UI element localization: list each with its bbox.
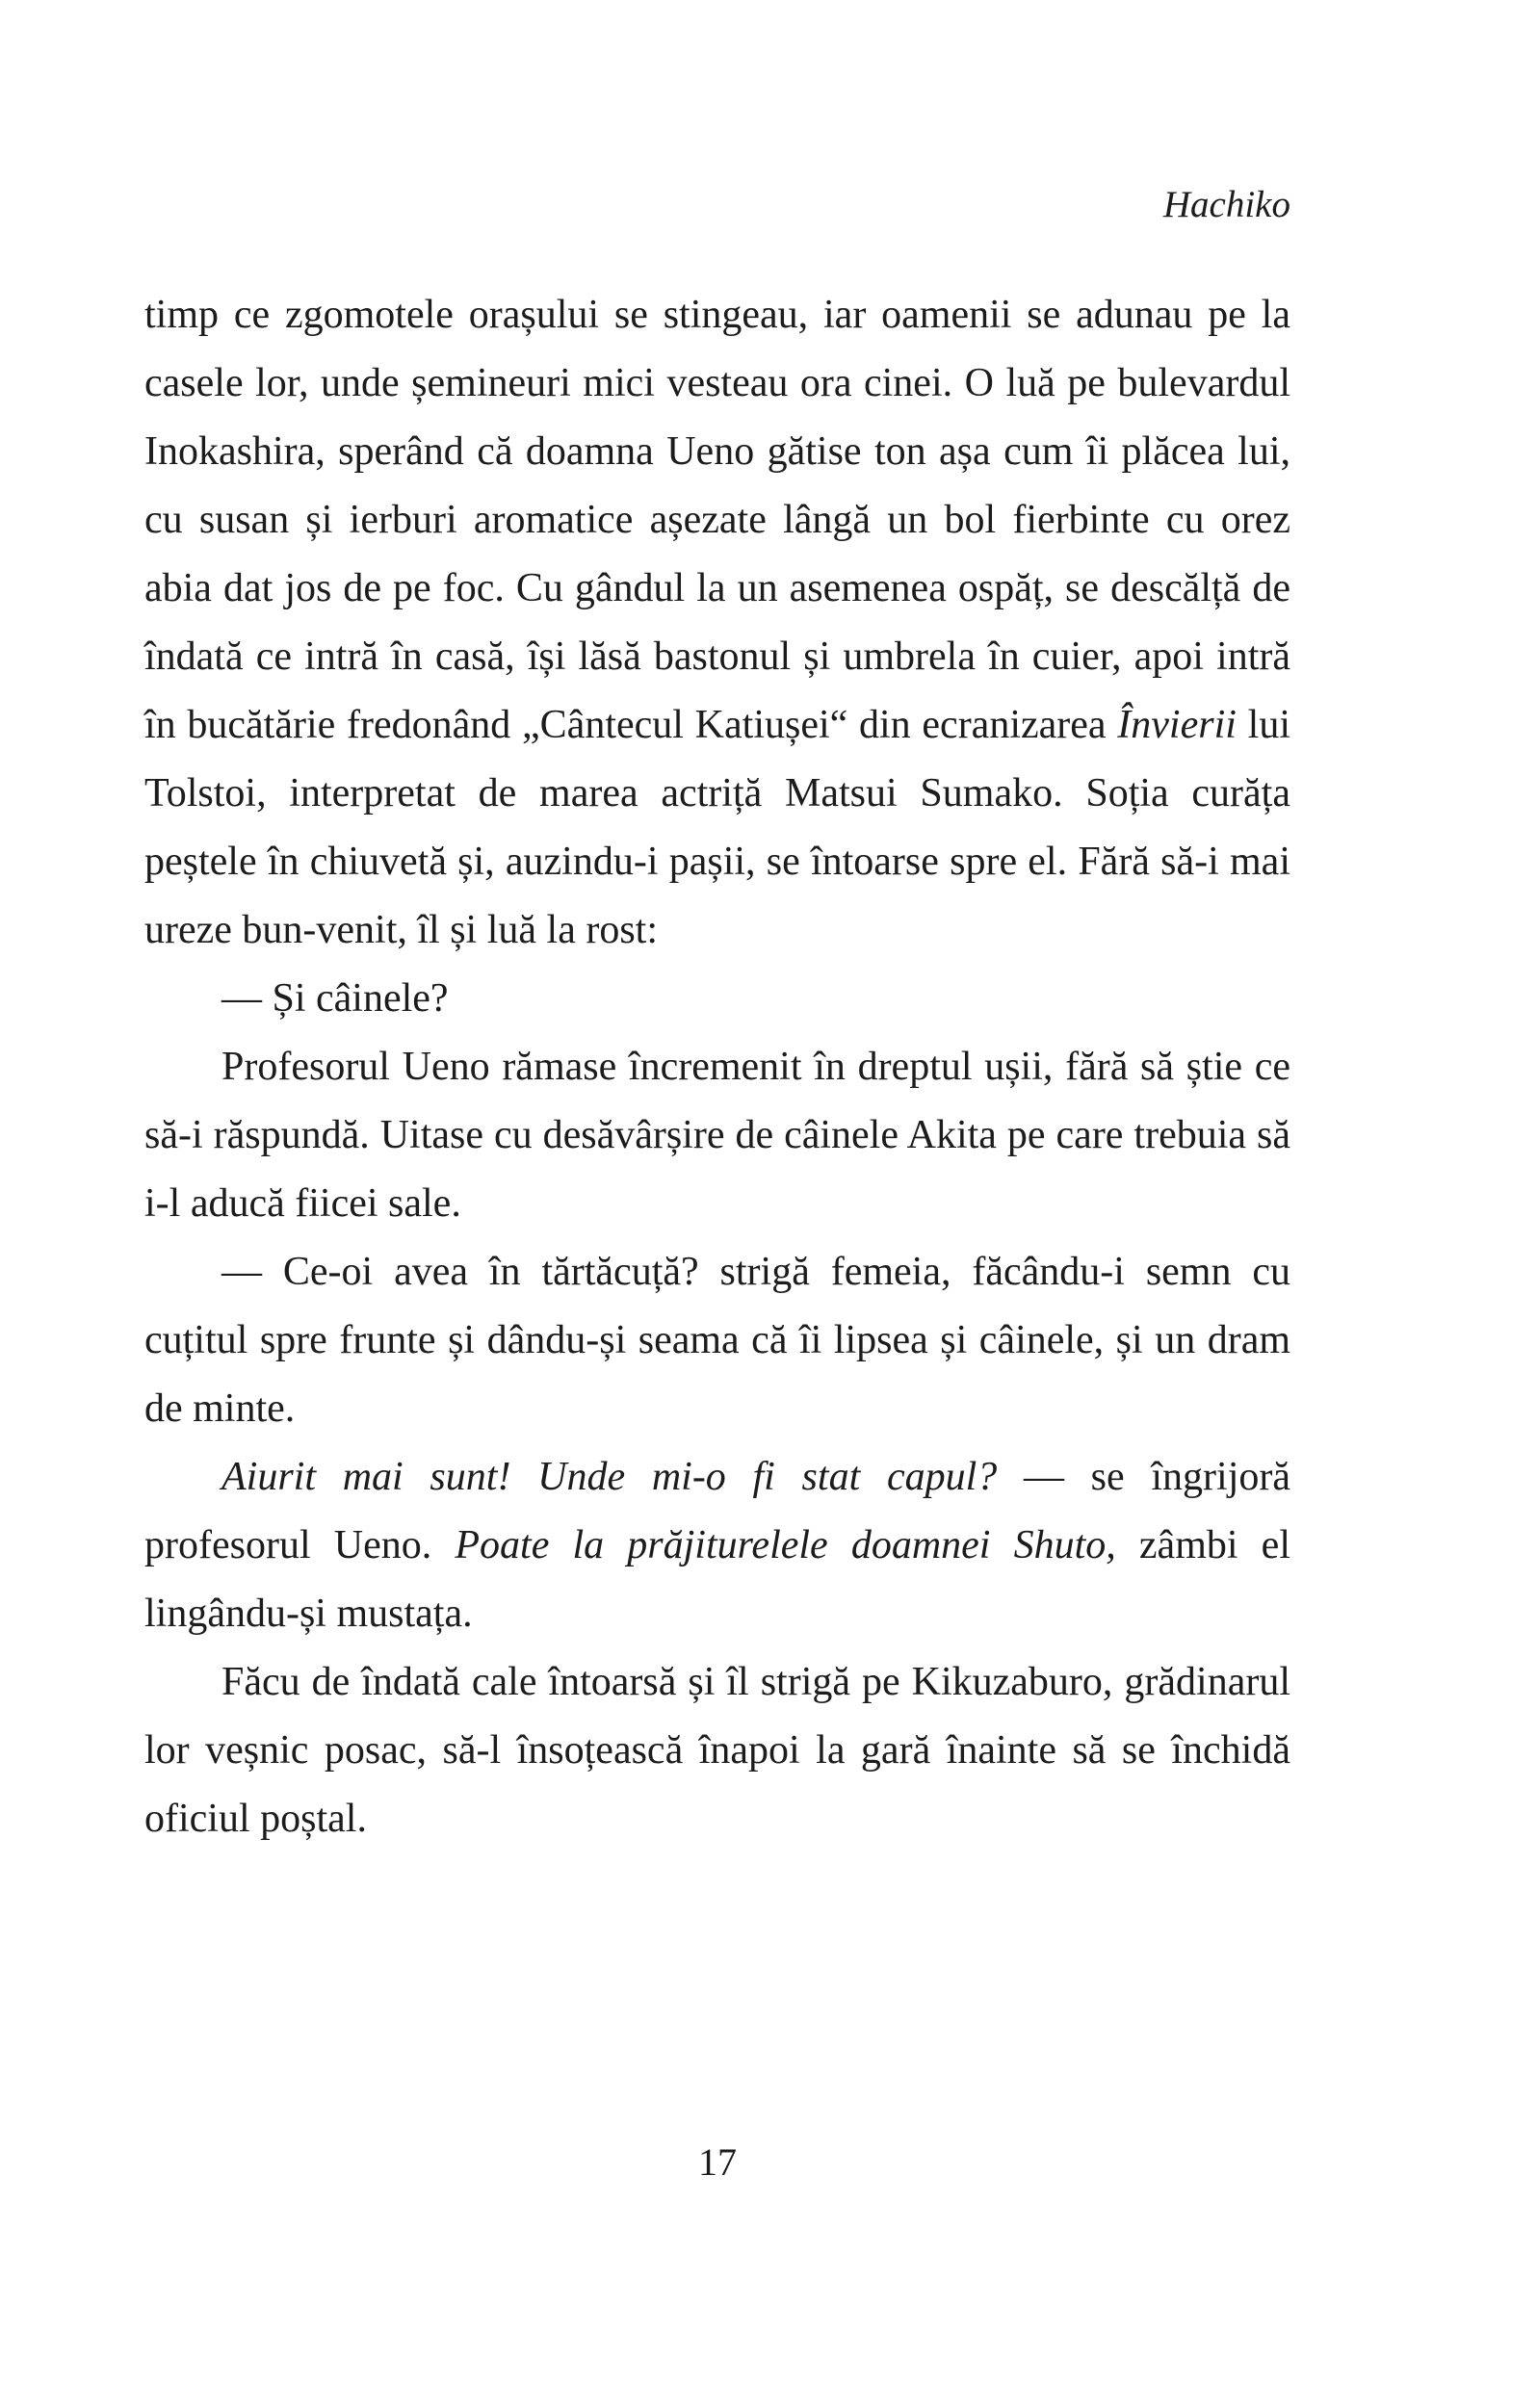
italic-text-run: Aiurit mai sunt! Unde mi-o fi stat capul?	[221, 1455, 998, 1499]
paragraph	[144, 1238, 1290, 1443]
paragraph	[144, 965, 1290, 1033]
paragraph	[144, 281, 1290, 965]
paragraph	[144, 1648, 1290, 1853]
text-run: Făcu de îndată cale întoarsă și îl strigă pe Kikuzaburo, grădinarul lor veșnic posac, să-l însoțească înapoi la gară înainte să se închidă oficiul poștal.	[144, 1660, 1290, 1841]
text-run: — se îngrijoră profesorul Ueno.	[144, 1455, 1291, 1567]
text-run: zâmbi el lingându-și mustața.	[144, 1523, 1290, 1636]
text-run: lui Tolstoi, interpretat de marea actriță Matsui Sumako. Soția curăța peștele în chiuvetă și, auzindu-i pașii, se întoarse spre el. Fără să-i mai ureze bun-venit, îl și luă la rost:	[144, 703, 1290, 952]
italic-text-run: Învierii	[1117, 703, 1237, 747]
page-number: 17	[698, 2140, 737, 2184]
text-run: — Și câinele?	[221, 976, 449, 1021]
paragraph	[144, 1443, 1290, 1648]
text-run: — Ce-oi avea în tărtăcuță? strigă femeia, făcându-i semn cu cuțitul spre frunte și dându-și seama că îi lipsea și câinele, și un dram de minte.	[144, 1250, 1290, 1431]
italic-text-run: Poate la prăjiturelele doamnei Shuto,	[455, 1523, 1116, 1567]
page-body	[144, 281, 1290, 1853]
paragraph	[144, 1033, 1290, 1238]
text-run: Profesorul Ueno rămase încremenit în dreptul ușii, fără să știe ce să-i răspundă. Uitase cu desăvârșire de câinele Akita pe care trebuia să i-l aducă fiicei sale.	[144, 1045, 1290, 1226]
text-run: timp ce zgomotele orașului se stingeau, iar oamenii se adunau pe la casele lor, unde șemineuri mici vesteau ora cinei. O luă pe bulevardul Inokashira, sperând că doamna Ueno gătise ton așa cum îi plăcea lui, cu susan și ierburi aromatice așezate lângă un bol fierbinte cu orez abia dat jos de pe foc. Cu gândul la un asemenea ospăț, se descălță de îndată ce intră în casă, își lăsă bastonul și umbrela în cuier, apoi intră în bucătărie fredonând „Cântecul Katiușei“ din ecranizarea	[144, 293, 1290, 747]
running-header: Hachiko	[1162, 184, 1290, 225]
